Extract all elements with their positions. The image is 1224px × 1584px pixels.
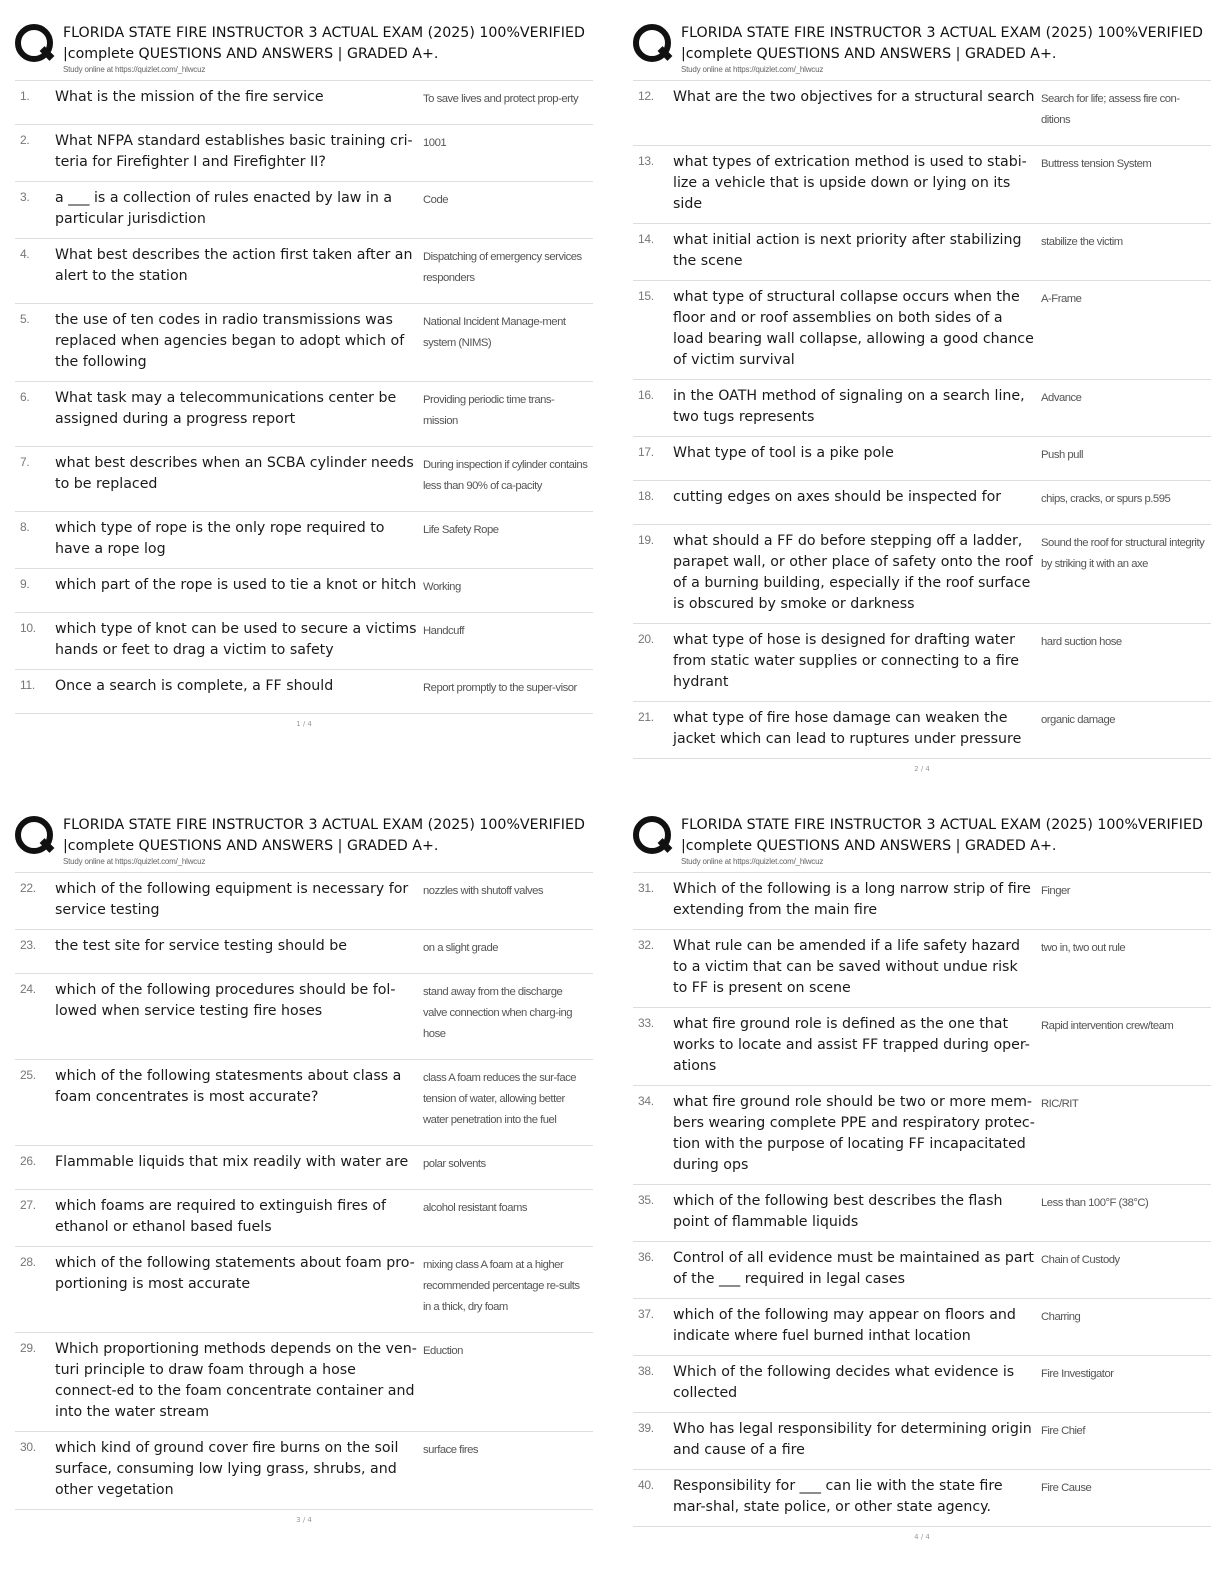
question-number: 40. (638, 1478, 654, 1492)
answer-text: Search for life; assess fire con-ditions (1041, 93, 1180, 126)
answer-text: Advance (1041, 392, 1082, 404)
question-text: the test site for service testing should be (55, 938, 347, 954)
qa-row (633, 1185, 1211, 1242)
question-text: what types of extrication method is used to stabi-lize a vehicle that is upside down or lying on its side (673, 154, 1027, 212)
page-header (15, 810, 593, 872)
question-number: 10. (20, 621, 36, 635)
question-text: which of the following statements about foam pro-portioning is most accurate (55, 1255, 415, 1292)
question-number: 26. (20, 1154, 36, 1168)
question-text: which of the following statesments about class a foam concentrates is most accurate? (55, 1068, 402, 1105)
question-text: What type of tool is a pike pole (673, 445, 894, 461)
question-text: which type of rope is the only rope required to have a rope log (55, 520, 385, 557)
qa-row (633, 1086, 1211, 1185)
qa-row (15, 125, 593, 182)
question-number: 29. (20, 1341, 36, 1355)
question-text: what fire ground role should be two or more mem-bers wearing complete PPE and respiratory protec-tion with the purpose of locating FF incapacitated during ops (673, 1094, 1035, 1173)
question-number: 27. (20, 1198, 36, 1212)
title-line-2: |complete QUESTIONS AND ANSWERS | GRADED A+. (681, 46, 1057, 62)
question-text: What rule can be amended if a life safety hazard to a victim that can be saved without undue risk to FF is present on scene (673, 938, 1020, 996)
qa-row (15, 382, 593, 447)
question-text: what type of structural collapse occurs when the floor and or roof assemblies on both sides of a load bearing wall collapse, allowing a good chance of victim survival (673, 289, 1034, 368)
answer-text: class A foam reduces the sur-face tension of water, allowing better water penetration into the fuel (423, 1072, 577, 1126)
qa-row (633, 1299, 1211, 1356)
qa-row (633, 1470, 1211, 1527)
question-number: 2. (20, 133, 30, 147)
question-number: 12. (638, 89, 654, 103)
study-online-link[interactable]: Study online at https://quizlet.com/_hlwcuz (681, 857, 824, 866)
question-number: 30. (20, 1440, 36, 1454)
question-number: 3. (20, 190, 30, 204)
question-text: what best describes when an SCBA cylinder needs to be replaced (55, 455, 414, 492)
question-text: which part of the rope is used to tie a knot or hitch (55, 577, 417, 593)
qa-row (15, 512, 593, 569)
question-text: Control of all evidence must be maintained as part of the ___ required in legal cases (673, 1250, 1034, 1287)
answer-text: nozzles with shutoff valves (423, 885, 544, 897)
answer-text: Fire Cause (1041, 1482, 1092, 1494)
answer-text: organic damage (1041, 714, 1116, 726)
question-number: 31. (638, 881, 654, 895)
question-text: What task may a telecommunications center be assigned during a progress report (55, 390, 397, 427)
page-number: 1 / 4 (296, 720, 312, 728)
qa-row (633, 1008, 1211, 1086)
question-number: 11. (20, 678, 35, 692)
answer-text: stand away from the discharge valve connection when charg-ing hose (423, 986, 573, 1040)
question-number: 24. (20, 982, 36, 996)
answer-text: mixing class A foam at a higher recommended percentage re-sults in a thick, dry foam (423, 1259, 580, 1313)
answer-text: Handcuff (423, 625, 465, 637)
study-online-link[interactable]: Study online at https://quizlet.com/_hlwcuz (63, 65, 206, 74)
question-text: a ___ is a collection of rules enacted by law in a particular jurisdiction (55, 190, 393, 227)
answer-text: Fire Investigator (1041, 1368, 1114, 1380)
qa-row (15, 974, 593, 1060)
answer-text: Sound the roof for structural integrity by striking it with an axe (1041, 537, 1205, 570)
page-3 (15, 810, 593, 1524)
question-text: Which of the following is a long narrow strip of fire extending from the main fire (673, 881, 1031, 918)
qa-row (15, 304, 593, 382)
question-text: what initial action is next priority after stabilizing the scene (673, 232, 1022, 269)
title-line-2: |complete QUESTIONS AND ANSWERS | GRADED A+. (681, 838, 1057, 854)
quizlet-logo-icon (633, 816, 671, 854)
qa-row (633, 224, 1211, 281)
answer-text: Code (423, 194, 449, 206)
answer-text: Fire Chief (1041, 1425, 1085, 1437)
question-number: 9. (20, 577, 30, 591)
qa-list (633, 872, 1211, 1527)
question-number: 23. (20, 938, 36, 952)
answer-text: Finger (1041, 885, 1071, 897)
question-text: which of the following may appear on floors and indicate where fuel burned inthat location (673, 1307, 1016, 1344)
qa-row (15, 447, 593, 512)
page-header (15, 18, 593, 80)
qa-list (15, 872, 593, 1510)
document-title (681, 815, 1211, 857)
page-header (633, 810, 1211, 872)
question-number: 1. (20, 89, 30, 103)
qa-list (633, 80, 1211, 759)
question-number: 21. (638, 710, 654, 724)
question-text: what type of hose is designed for drafting water from static water supplies or connecting to a fire hydrant (673, 632, 1019, 690)
answer-text: To save lives and protect prop-erty (423, 93, 579, 105)
question-number: 34. (638, 1094, 654, 1108)
study-online-link[interactable]: Study online at https://quizlet.com/_hlwcuz (63, 857, 206, 866)
page-1 (15, 18, 593, 728)
qa-row (633, 481, 1211, 525)
question-text: Which proportioning methods depends on the ven-turi principle to draw foam through a hose connect-ed to the foam concentrate container and into the water stream (55, 1341, 417, 1420)
qa-row (15, 1190, 593, 1247)
question-text: What are the two objectives for a structural search (673, 89, 1035, 105)
qa-row (15, 1333, 593, 1432)
title-line-1: FLORIDA STATE FIRE INSTRUCTOR 3 ACTUAL EXAM (2025) 100%VERIFIED (63, 25, 585, 41)
question-text: cutting edges on axes should be inspected for (673, 489, 1002, 505)
qa-row (15, 670, 593, 714)
page-number: 3 / 4 (296, 1516, 312, 1524)
answer-text: Buttress tension System (1041, 158, 1152, 170)
qa-row (15, 873, 593, 930)
qa-row (633, 702, 1211, 759)
question-text: which kind of ground cover fire burns on the soil surface, consuming low lying grass, shrubs, and other vegetation (55, 1440, 399, 1498)
question-text: which of the following best describes the flash point of flammable liquids (673, 1193, 1003, 1230)
answer-text: RIC/RIT (1041, 1098, 1079, 1110)
question-number: 22. (20, 881, 36, 895)
qa-row (633, 873, 1211, 930)
question-text: what type of fire hose damage can weaken the jacket which can lead to ruptures under pressure (673, 710, 1022, 747)
document-title (63, 23, 593, 65)
question-text: What is the mission of the fire service (55, 89, 324, 105)
answer-text: A-Frame (1041, 293, 1082, 305)
answer-text: Eduction (423, 1345, 463, 1357)
question-number: 5. (20, 312, 30, 326)
qa-row (15, 182, 593, 239)
question-text: Who has legal responsibility for determining origin and cause of a fire (673, 1421, 1032, 1458)
title-line-2: |complete QUESTIONS AND ANSWERS | GRADED A+. (63, 46, 439, 62)
page-number: 2 / 4 (914, 765, 930, 773)
question-number: 17. (638, 445, 654, 459)
answer-text: Push pull (1041, 449, 1083, 461)
question-number: 25. (20, 1068, 36, 1082)
question-number: 32. (638, 938, 654, 952)
qa-list (15, 80, 593, 714)
question-text: what should a FF do before stepping off a ladder, parapet wall, or other place of safety onto the roof of a burning building, especially if the roof surface is obscured by smoke or darkness (673, 533, 1033, 612)
qa-row (15, 81, 593, 125)
question-number: 15. (638, 289, 654, 303)
document-title (681, 23, 1211, 65)
question-number: 28. (20, 1255, 36, 1269)
qa-row (15, 1060, 593, 1146)
answer-text: alcohol resistant foams (423, 1202, 528, 1214)
question-text: the use of ten codes in radio transmissions was replaced when agencies began to adopt which of the following (55, 312, 405, 370)
qa-row (15, 1247, 593, 1333)
qa-row (633, 930, 1211, 1008)
question-text: What NFPA standard establishes basic training cri-teria for Firefighter I and Firefighter II? (55, 133, 413, 170)
question-number: 4. (20, 247, 30, 261)
qa-row (15, 930, 593, 974)
qa-row (15, 1432, 593, 1510)
qa-row (633, 281, 1211, 380)
qa-row (633, 437, 1211, 481)
answer-text: During inspection if cylinder contains less than 90% of ca-pacity (423, 459, 588, 492)
qa-row (633, 81, 1211, 146)
question-number: 7. (20, 455, 30, 469)
question-text: which of the following equipment is necessary for service testing (55, 881, 409, 918)
question-number: 6. (20, 390, 30, 404)
title-line-2: |complete QUESTIONS AND ANSWERS | GRADED A+. (63, 838, 439, 854)
answer-text: Rapid intervention crew/team (1041, 1020, 1174, 1032)
answer-text: Dispatching of emergency services responders (423, 251, 582, 284)
question-text: Responsibility for ___ can lie with the state fire mar-shal, state police, or other state agency. (673, 1478, 1003, 1515)
question-number: 19. (638, 533, 654, 547)
answer-text: surface fires (423, 1444, 479, 1456)
answer-text: Life Safety Rope (423, 524, 499, 536)
qa-row (633, 624, 1211, 702)
question-text: What best describes the action first taken after an alert to the station (55, 247, 413, 284)
question-number: 13. (638, 154, 654, 168)
qa-row (633, 1242, 1211, 1299)
quizlet-logo-icon (15, 24, 53, 62)
question-number: 36. (638, 1250, 654, 1264)
qa-row (15, 239, 593, 304)
question-number: 20. (638, 632, 654, 646)
question-text: Flammable liquids that mix readily with water are (55, 1154, 409, 1170)
title-line-1: FLORIDA STATE FIRE INSTRUCTOR 3 ACTUAL EXAM (2025) 100%VERIFIED (63, 817, 585, 833)
question-number: 8. (20, 520, 30, 534)
page-2 (633, 18, 1211, 773)
qa-row (15, 1146, 593, 1190)
question-number: 37. (638, 1307, 654, 1321)
answer-text: stabilize the victim (1041, 236, 1123, 248)
qa-row (633, 1413, 1211, 1470)
title-line-1: FLORIDA STATE FIRE INSTRUCTOR 3 ACTUAL EXAM (2025) 100%VERIFIED (681, 25, 1203, 41)
question-number: 14. (638, 232, 654, 246)
question-number: 39. (638, 1421, 654, 1435)
answer-text: Working (423, 581, 461, 593)
study-online-link[interactable]: Study online at https://quizlet.com/_hlwcuz (681, 65, 824, 74)
page-header (633, 18, 1211, 80)
answer-text: 1001 (423, 137, 447, 149)
document-title (63, 815, 593, 857)
page-4 (633, 810, 1211, 1541)
answer-text: two in, two out rule (1041, 942, 1126, 954)
answer-text: chips, cracks, or spurs p.595 (1041, 493, 1171, 505)
qa-row (633, 380, 1211, 437)
page-number: 4 / 4 (914, 1533, 930, 1541)
question-text: which of the following procedures should be fol-lowed when service testing fire hoses (55, 982, 396, 1019)
answer-text: hard suction hose (1041, 636, 1122, 648)
question-number: 35. (638, 1193, 654, 1207)
question-text: which foams are required to extinguish fires of ethanol or ethanol based fuels (55, 1198, 387, 1235)
answer-text: National Incident Manage-ment system (NIMS) (423, 316, 566, 349)
qa-row (15, 613, 593, 670)
qa-row (633, 146, 1211, 224)
question-text: Which of the following decides what evidence is collected (673, 1364, 1015, 1401)
answer-text: polar solvents (423, 1158, 486, 1170)
answer-text: Chain of Custody (1041, 1254, 1120, 1266)
quizlet-logo-icon (633, 24, 671, 62)
quizlet-logo-icon (15, 816, 53, 854)
question-text: in the OATH method of signaling on a search line, two tugs represents (673, 388, 1025, 425)
qa-row (633, 1356, 1211, 1413)
question-number: 16. (638, 388, 654, 402)
question-text: Once a search is complete, a FF should (55, 678, 334, 694)
answer-text: on a slight grade (423, 942, 499, 954)
question-number: 38. (638, 1364, 654, 1378)
answer-text: Less than 100°F (38°C) (1041, 1197, 1149, 1209)
title-line-1: FLORIDA STATE FIRE INSTRUCTOR 3 ACTUAL EXAM (2025) 100%VERIFIED (681, 817, 1203, 833)
answer-text: Charring (1041, 1311, 1081, 1323)
question-text: what fire ground role is defined as the one that works to locate and assist FF trapped during oper-ations (673, 1016, 1030, 1074)
question-number: 33. (638, 1016, 654, 1030)
qa-row (15, 569, 593, 613)
answer-text: Providing periodic time trans-mission (423, 394, 555, 427)
question-text: which type of knot can be used to secure a victims hands or feet to drag a victim to safety (55, 621, 417, 658)
qa-row (633, 525, 1211, 624)
answer-text: Report promptly to the super-visor (423, 682, 577, 694)
question-number: 18. (638, 489, 654, 503)
